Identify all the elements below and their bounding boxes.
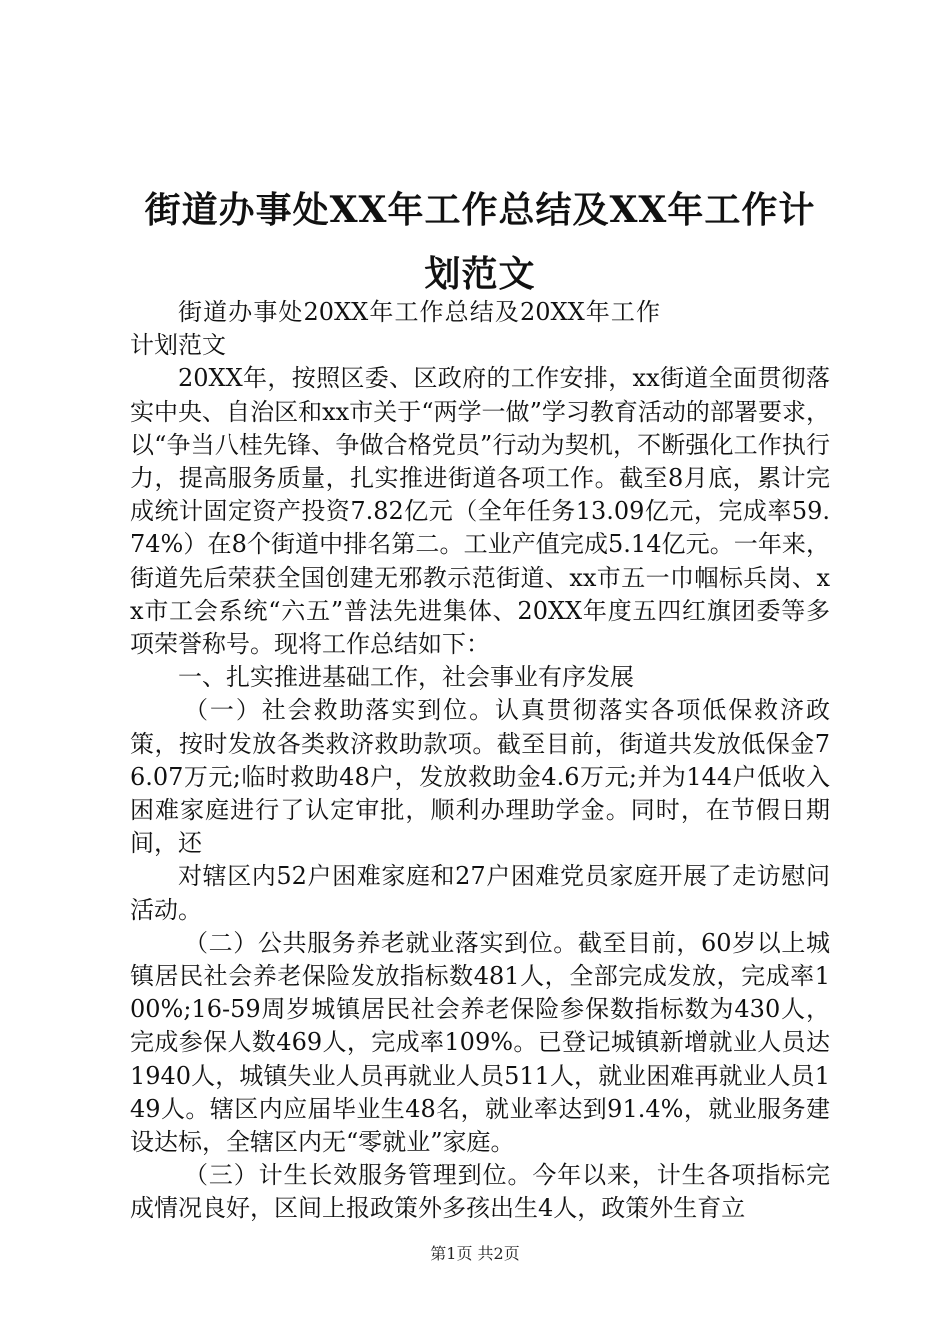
document-body <box>130 296 830 1226</box>
paragraph-pension-employment: （二）公共服务养老就业落实到位。截至目前，60岁以上城镇居民社会养老保险发放指标数481人，全部完成发放，完成率100%;16-59周岁城镇居民社会养老保险参保数指标数为430人，完成参保人数469人，完成率109%。已登记城镇新增就业人员达1940人，城镇失业人员再就业人员511人，就业困难再就业人员149人。辖区内应届毕业生48名，就业率达到91.4%，就业服务建设达标，全辖区内无“零就业”家庭。 <box>130 928 830 1157</box>
section-heading: 一、扎实推进基础工作，社会事业有序发展 <box>178 663 634 692</box>
document-title: 街道办事处XX年工作总结及XX年工作计划范文 <box>144 189 816 295</box>
paragraph-social-assistance: （一）社会救助落实到位。认真贯彻落实各项低保救济政策，按时发放各类救济救助款项。截至目前，街道共发放低保金76.07万元;临时救助48户，发放救助金4.6万元;并为144户低收入困难家庭进行了认定审批，顺利办理助学金。同时，在节假日期间，还 <box>130 696 830 858</box>
intro-paragraph: 20XX年，按照区委、区政府的工作安排，xx街道全面贯彻落实中央、自治区和xx市关于“两学一做”学习教育活动的部署要求，以“争当八桂先锋、争做合格党员”行动为契机，不断强化工作执行力，提高服务质量，扎实推进街道各项工作。截至8月底，累计完成统计固定资产投资7.82亿元（全年任务13.09亿元，完成率59.74%）在8个街道中排名第二。工业产值完成5.14亿元。一年来，街道先后荣获全国创建无邪教示范街道、xx市五一巾帼标兵岗、xx市工会系统“六五”普法先进集体、20XX年度五四红旗团委等多项荣誉称号。现将工作总结如下： <box>130 364 830 659</box>
paragraph-family-planning: （三）计生长效服务管理到位。今年以来，计生各项指标完成情况良好，区间上报政策外多孩出生4人，政策外生育立 <box>130 1161 830 1223</box>
paragraph-visits: 对辖区内52户困难家庭和27户困难党员家庭开展了走访慰问活动。 <box>130 862 830 924</box>
page-footer: 第1页 共2页 <box>430 1244 520 1263</box>
subtitle-paragraph: 街道办事处20XX年工作总结及20XX年工作计划范文 <box>130 298 660 360</box>
